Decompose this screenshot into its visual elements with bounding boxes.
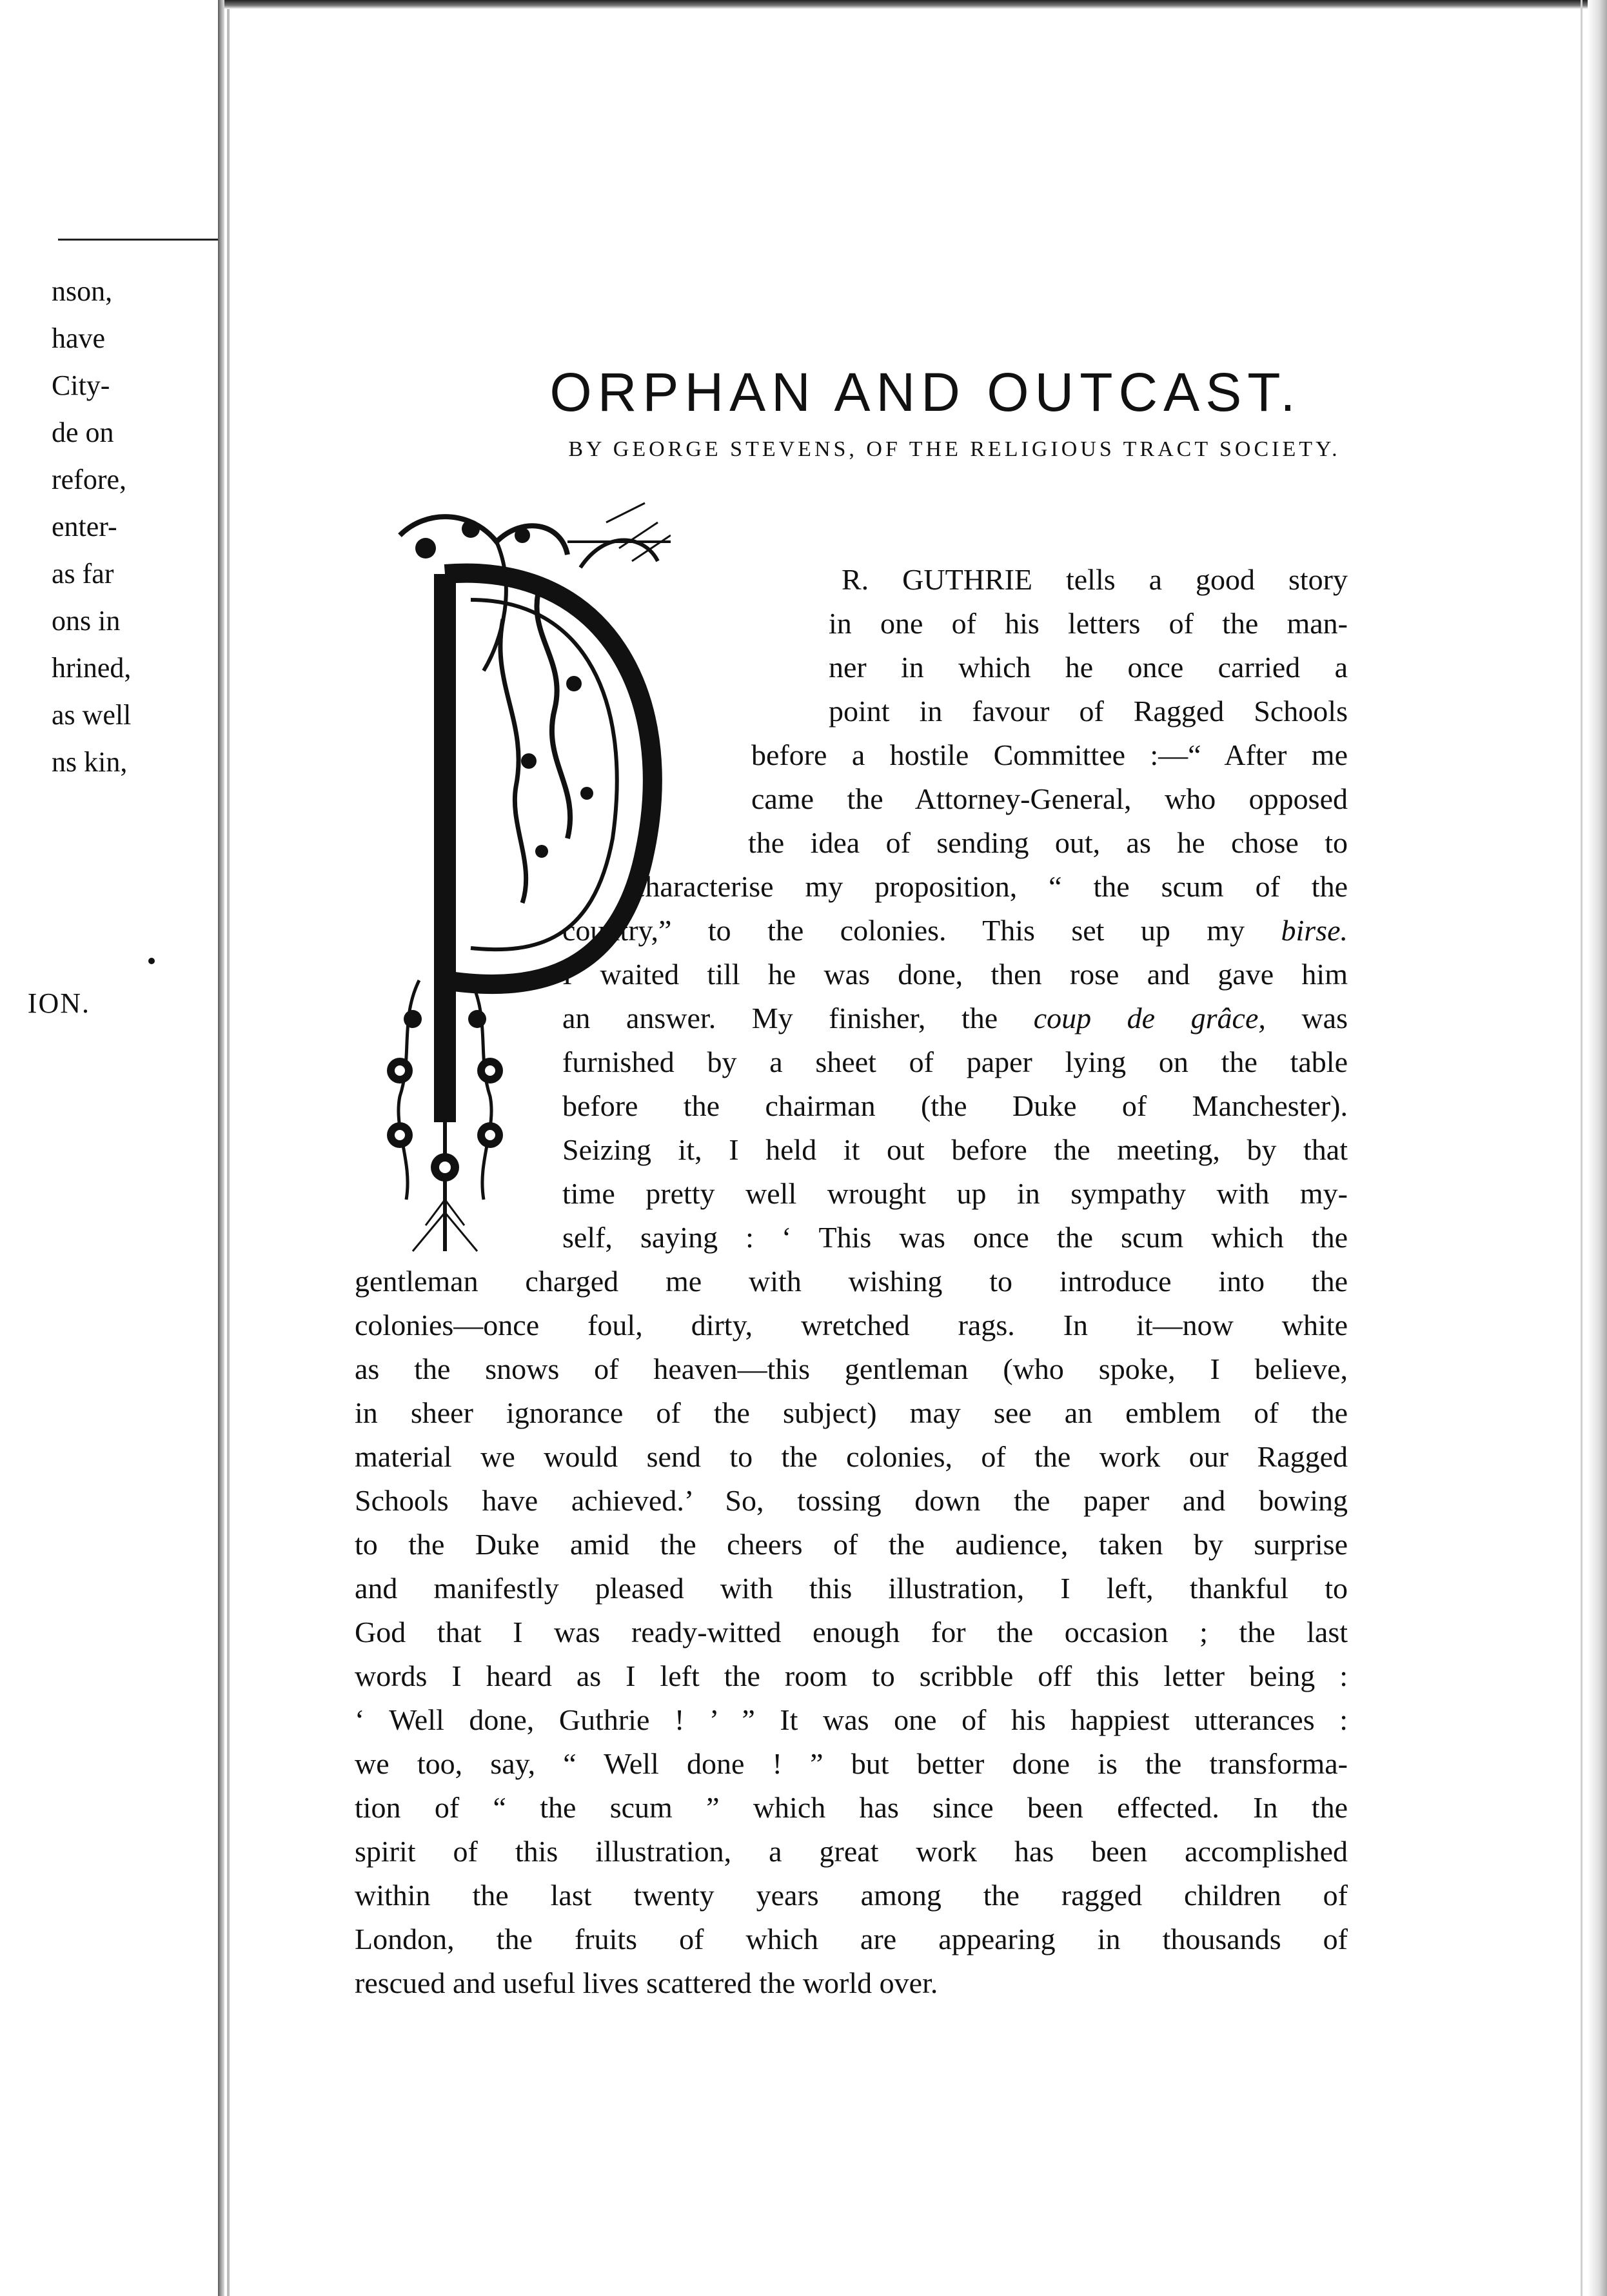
left-fragment-line: as well (52, 699, 132, 731)
article-line: as the snows of heaven—this gentleman (who spoke, I believe, (355, 1352, 1348, 1385)
left-fragment-line: City- (52, 370, 110, 401)
article-line: time pretty well wrought up in sympathy with my- (562, 1177, 1348, 1210)
left-fragment-line: refore, (52, 464, 127, 495)
article-line-text: was (1265, 1002, 1348, 1034)
article-line (562, 996, 1348, 1040)
article-line: point in favour of Ragged Schools (829, 695, 1348, 727)
left-fragment-line: have (52, 322, 106, 354)
left-page-rule (58, 239, 219, 241)
left-fragment-line: as far (52, 558, 114, 589)
article-line-text: country,” to the colonies. This set up my (562, 914, 1281, 947)
left-page-dot (148, 958, 155, 964)
italic-word-birse: birse. (1281, 914, 1348, 947)
italic-phrase-coup-de-grace: coup de grâce, (1033, 1002, 1266, 1034)
article-line: ‘ Well done, Guthrie ! ’ ” It was one of his happiest utterances : (355, 1703, 1348, 1736)
article-line (562, 909, 1348, 953)
article-line: Schools have achieved.’ So, tossing down the paper and bowing (355, 1484, 1348, 1517)
article-line: we too, say, “ Well done ! ” but better done is the transforma- (355, 1747, 1348, 1780)
article-line: to the Duke amid the cheers of the audience, taken by surprise (355, 1528, 1348, 1561)
article-line: the idea of sending out, as he chose to (748, 826, 1348, 859)
article-line: I waited till he was done, then rose and gave him (562, 958, 1348, 991)
left-fragment-line: ons in (52, 605, 121, 637)
article-line: in one of his letters of the man- (829, 607, 1348, 640)
page-right-edge-line (1581, 0, 1582, 2296)
left-fragment-line: hrined, (52, 652, 132, 684)
page-gutter (218, 0, 224, 2296)
article-line: material we would send to the colonies, of the work our Ragged (355, 1440, 1348, 1473)
article-line: furnished by a sheet of paper lying on the table (562, 1045, 1348, 1078)
left-page-text-fragments (52, 268, 219, 786)
article-line: tion of “ the scum ” which has since been effected. In the (355, 1791, 1348, 1824)
scan-right-edge (1588, 0, 1607, 2296)
left-page-fragment (0, 0, 219, 2296)
article-line: characterise my proposition, “ the scum of the (632, 870, 1348, 903)
article-line: gentleman charged me with wishing to introduce into the (355, 1265, 1348, 1298)
article-line: in sheer ignorance of the subject) may see an emblem of the (355, 1396, 1348, 1429)
left-fragment-line: de on (52, 417, 114, 448)
article-byline: BY GEORGE STEVENS, OF THE RELIGIOUS TRACT SOCIETY. (568, 437, 1341, 461)
article-line: spirit of this illustration, a great work has been accomplished (355, 1835, 1348, 1868)
article-line: R. GUTHRIE tells a good story (842, 563, 1348, 596)
article-title: ORPHAN AND OUTCAST. (549, 362, 1301, 422)
article-line: within the last twenty years among the ragged children of (355, 1879, 1348, 1912)
article-line-text: an answer. My finisher, the (562, 1002, 1034, 1034)
left-fragment-line: nson, (52, 275, 113, 307)
article-line: God that I was ready-witted enough for the occasion ; the last (355, 1616, 1348, 1648)
article-line: words I heard as I left the room to scribble off this letter being : (355, 1659, 1348, 1692)
article-line: ner in which he once carried a (829, 651, 1348, 684)
left-fragment-line: ns kin, (52, 746, 128, 778)
article-line: self, saying : ‘ This was once the scum which the (562, 1221, 1348, 1254)
article-page (232, 0, 1580, 2296)
article-line: colonies—once foul, dirty, wretched rags. In it—now white (355, 1309, 1348, 1341)
article-line: Seizing it, I held it out before the meeting, by that (562, 1133, 1348, 1166)
article-line: came the Attorney-General, who opposed (751, 782, 1348, 815)
left-fragment-line: enter- (52, 511, 117, 542)
gutter-edge-line (227, 0, 230, 2296)
article-line: before a hostile Committee :—“ After me (751, 738, 1348, 771)
article-line: before the chairman (the Duke of Manchester). (562, 1089, 1348, 1122)
article-line: and manifestly pleased with this illustration, I left, thankful to (355, 1572, 1348, 1605)
article-line-last: rescued and useful lives scattered the world over. (355, 1966, 938, 1999)
article-line: London, the fruits of which are appearing in thousands of (355, 1923, 1348, 1955)
left-page-heading-fragment: ION. (27, 987, 90, 1019)
